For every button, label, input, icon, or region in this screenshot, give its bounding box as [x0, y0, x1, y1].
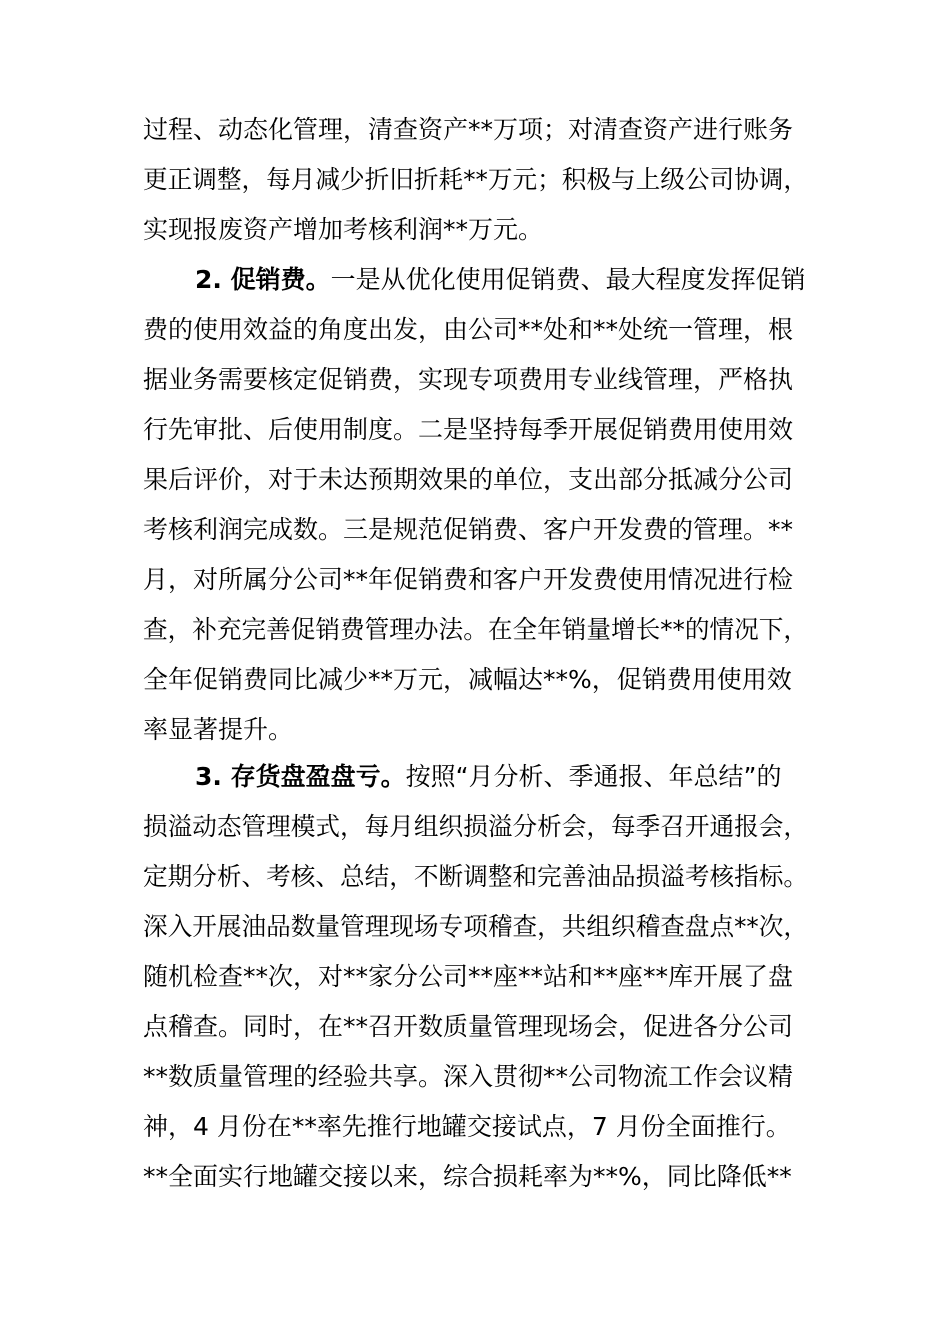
line-text: 果后评价，对于未达预期效果的单位，支出部分抵减分公司 — [143, 465, 794, 494]
text-line — [143, 555, 793, 605]
line-text: 按照“月分析、季通报、年总结”的 — [405, 762, 782, 791]
line-text: **全面实行地罐交接以来，综合损耗率为**%，同比降低** — [143, 1162, 792, 1191]
text-line — [143, 155, 808, 205]
text-line — [143, 1152, 792, 1202]
section-heading-line — [195, 255, 806, 305]
text-line — [143, 605, 808, 655]
text-line — [143, 105, 793, 155]
line-text: 一是从优化使用促销费、最大程度发挥促销 — [330, 265, 806, 294]
text-line — [143, 1052, 793, 1102]
text-line — [143, 405, 793, 455]
line-text: 随机检查**次，对**家分公司**座**站和**座**库开展了盘 — [143, 962, 794, 991]
section-heading: 2. 促销费。 — [195, 265, 331, 294]
line-text: 月，对所属分公司**年促销费和客户开发费使用情况进行检 — [143, 565, 794, 594]
line-text: 费的使用效益的角度出发，由公司**处和**处统一管理，根 — [143, 315, 794, 344]
text-line — [143, 505, 793, 555]
line-text: 更正调整，每月减少折旧折耗**万元；积极与上级公司协调， — [143, 165, 809, 194]
line-text: 率显著提升。 — [143, 715, 294, 744]
line-text: 考核利润完成数。三是规范促销费、客户开发费的管理。** — [143, 515, 794, 544]
line-text: 查，补充完善促销费管理办法。在全年销量增长**的情况下， — [143, 615, 809, 644]
text-line — [143, 1002, 793, 1052]
line-text: 过程、动态化管理，清查资产**万项；对清查资产进行账务 — [143, 115, 794, 144]
line-text: 实现报废资产增加考核利润**万元。 — [143, 215, 544, 244]
line-text: 定期分析、考核、总结，不断调整和完善油品损溢考核指标。 — [143, 862, 809, 891]
line-text: 点稽查。同时，在**召开数质量管理现场会，促进各分公司 — [143, 1012, 794, 1041]
text-line — [143, 205, 543, 255]
line-text: **数质量管理的经验共享。深入贯彻**公司物流工作会议精 — [143, 1062, 794, 1091]
line-text: 全年促销费同比减少**万元，减幅达**%，促销费用使用效 — [143, 665, 792, 694]
text-line — [143, 655, 792, 705]
line-text: 损溢动态管理模式，每月组织损溢分析会，每季召开通报会， — [143, 812, 809, 841]
text-line — [143, 902, 808, 952]
line-text: 深入开展油品数量管理现场专项稽查，共组织稽查盘点**次， — [143, 912, 809, 941]
line-text: 据业务需要核定促销费，实现专项费用专业线管理，严格执 — [143, 365, 794, 394]
section-heading: 3. 存货盘盈盘亏。 — [195, 762, 406, 791]
text-line — [143, 305, 793, 355]
text-line — [143, 802, 808, 852]
text-line — [143, 455, 793, 505]
line-text: 行先审批、后使用制度。二是坚持每季开展促销费用使用效 — [143, 415, 794, 444]
section-heading-line — [195, 752, 782, 802]
text-line — [143, 355, 793, 405]
text-line — [143, 1102, 791, 1152]
line-text: 神，4 月份在**率先推行地罐交接试点，7 月份全面推行。 — [143, 1112, 791, 1141]
text-line — [143, 952, 793, 1002]
text-line — [143, 705, 293, 755]
text-line — [143, 852, 808, 902]
